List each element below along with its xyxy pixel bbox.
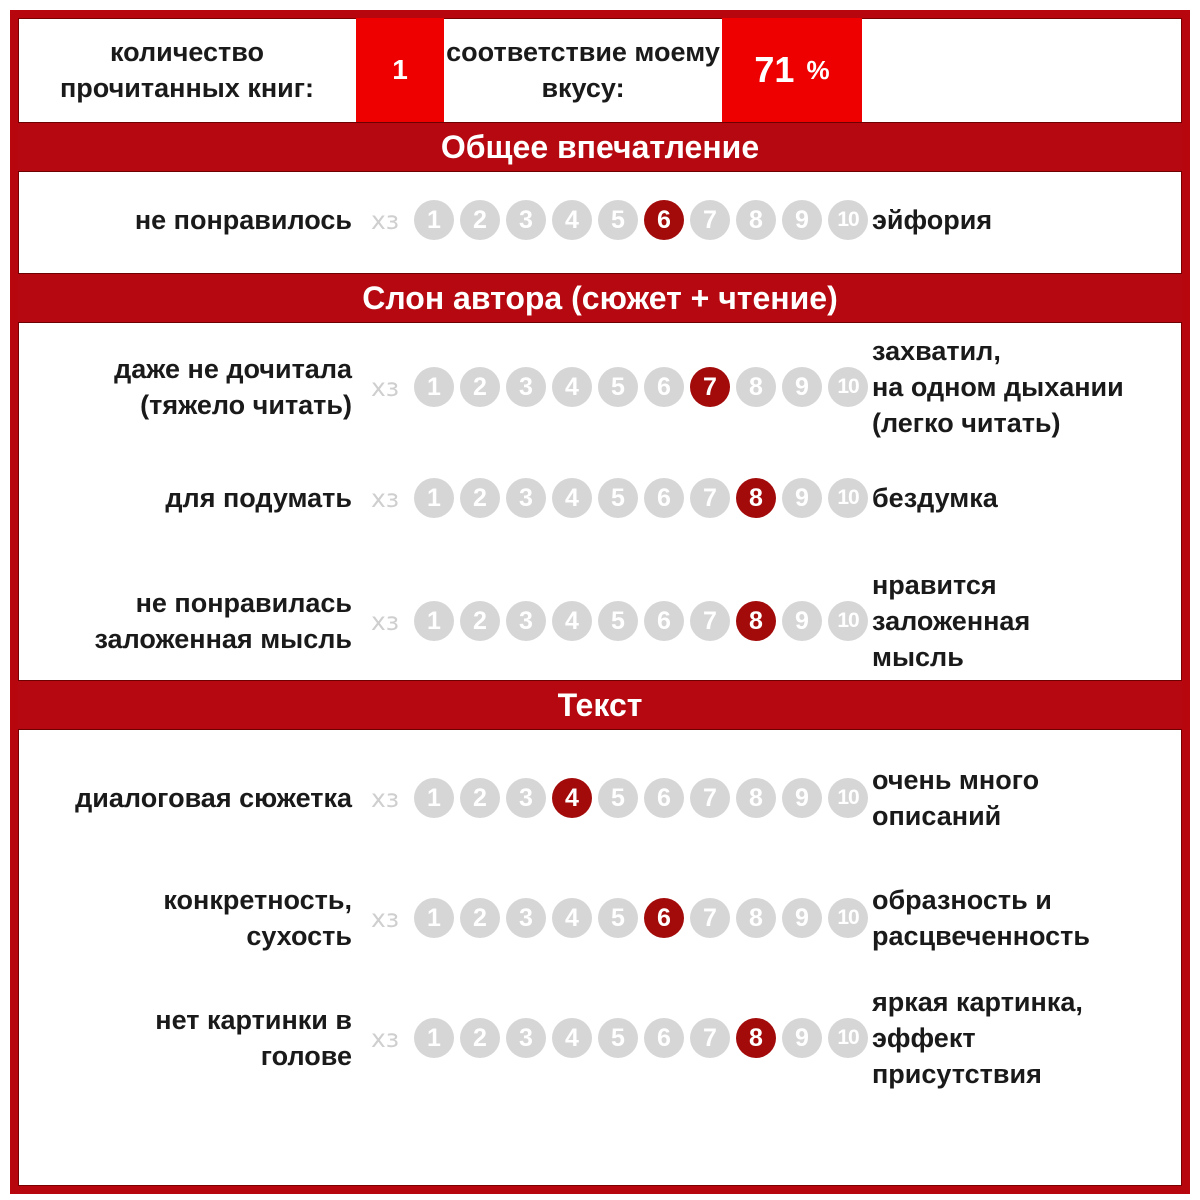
scale-left-label — [94, 566, 352, 676]
rating-scale — [362, 200, 868, 240]
label-line: мысль — [872, 642, 964, 672]
scale-dot[interactable]: 2 — [460, 200, 500, 240]
scale-dot[interactable]: 9 — [782, 1018, 822, 1058]
scale-dot-selected[interactable]: 8 — [736, 1018, 776, 1058]
scale-left-text — [165, 480, 352, 516]
scale-left-label — [114, 323, 352, 451]
scale-dot[interactable]: 2 — [460, 778, 500, 818]
scale-left-label — [165, 463, 352, 533]
scale-dot[interactable]: 1 — [414, 1018, 454, 1058]
rating-row-imagery — [18, 878, 1182, 958]
scale-dot[interactable]: 6 — [644, 367, 684, 407]
label-line: яркая картинка, — [872, 987, 1083, 1017]
label-line: нет картинки в — [155, 1005, 352, 1035]
scale-dot[interactable]: 8 — [736, 898, 776, 938]
scale-dot[interactable]: 4 — [552, 898, 592, 938]
scale-dot[interactable]: 10 — [828, 478, 868, 518]
label-line: не понравилась — [135, 588, 352, 618]
label-line: бездумка — [872, 483, 998, 513]
label-line: (тяжело читать) — [140, 390, 352, 420]
scale-dot[interactable]: 10 — [828, 898, 868, 938]
scale-right-label — [872, 566, 1030, 676]
scale-dot[interactable]: 1 — [414, 200, 454, 240]
scale-dot[interactable]: 10 — [828, 200, 868, 240]
scale-dot[interactable]: 1 — [414, 778, 454, 818]
scale-dot-selected[interactable]: 8 — [736, 601, 776, 641]
scale-dot[interactable]: 7 — [690, 898, 730, 938]
scale-dot[interactable]: 10 — [828, 778, 868, 818]
label-line: захватил, — [872, 336, 1001, 366]
scale-dot[interactable]: 5 — [598, 200, 638, 240]
scale-dot[interactable]: 2 — [460, 478, 500, 518]
label-line: эффект — [872, 1023, 976, 1053]
scale-dot[interactable]: 7 — [690, 601, 730, 641]
scale-left-text — [155, 1002, 352, 1074]
label-line: сухость — [246, 921, 352, 951]
scale-dot[interactable]: 6 — [644, 601, 684, 641]
scale-left-label — [135, 172, 352, 268]
scale-dot[interactable]: 2 — [460, 898, 500, 938]
scale-dot[interactable]: 4 — [552, 367, 592, 407]
scale-right-text — [872, 480, 998, 516]
scale-dot-selected[interactable]: 6 — [644, 200, 684, 240]
label-line: голове — [260, 1041, 352, 1071]
scale-dot[interactable]: 7 — [690, 200, 730, 240]
scale-dot[interactable]: 6 — [644, 478, 684, 518]
scale-right-label — [872, 878, 1090, 958]
scale-dot[interactable]: 9 — [782, 898, 822, 938]
rating-scale — [362, 367, 868, 407]
scale-dot[interactable]: 1 — [414, 478, 454, 518]
scale-dot[interactable]: 5 — [598, 778, 638, 818]
scale-dot[interactable]: 3 — [506, 478, 546, 518]
scale-right-text — [872, 762, 1039, 834]
scale-dot[interactable]: 7 — [690, 778, 730, 818]
rating-row-readability — [18, 323, 1182, 451]
scale-dot[interactable]: 3 — [506, 1018, 546, 1058]
label-line: заложенная мысль — [94, 624, 352, 654]
rating-card — [10, 10, 1190, 1194]
scale-dot[interactable]: 1 — [414, 898, 454, 938]
scale-dot[interactable]: 4 — [552, 200, 592, 240]
scale-dot[interactable]: 2 — [460, 601, 500, 641]
scale-right-text — [872, 202, 992, 238]
section-header-overall: Общее впечатление — [18, 122, 1182, 172]
scale-right-label — [872, 323, 1124, 451]
section-header-text: Текст — [18, 680, 1182, 730]
rating-row-overall — [18, 172, 1182, 268]
scale-left-label — [75, 758, 352, 838]
scale-right-label — [872, 978, 1083, 1098]
label-line: нравится — [872, 570, 997, 600]
scale-dot-selected[interactable]: 4 — [552, 778, 592, 818]
taste-match-value — [722, 18, 862, 122]
scale-dot[interactable]: 7 — [690, 1018, 730, 1058]
scale-dot[interactable]: 5 — [598, 1018, 638, 1058]
rating-scale — [362, 601, 868, 641]
scale-left-text — [135, 202, 352, 238]
books-count-label: количество прочитанных книг: — [60, 37, 314, 103]
scale-dot[interactable]: 6 — [644, 1018, 684, 1058]
scale-dot[interactable]: 4 — [552, 601, 592, 641]
scale-dot[interactable]: 9 — [782, 778, 822, 818]
label-line: на одном дыхании — [872, 372, 1124, 402]
label-line: описаний — [872, 801, 1002, 831]
stats-row — [18, 18, 1182, 122]
scale-right-label — [872, 172, 992, 268]
taste-match-label: соответствие моему вкусу: — [446, 37, 720, 103]
scale-unknown-option[interactable]: хз — [370, 783, 400, 813]
scale-dot[interactable]: 6 — [644, 778, 684, 818]
label-line: диалоговая сюжетка — [75, 783, 352, 813]
scale-unknown-option[interactable]: хз — [370, 606, 400, 636]
scale-unknown-option[interactable]: хз — [370, 372, 400, 402]
scale-dot[interactable]: 5 — [598, 478, 638, 518]
scale-unknown-option[interactable]: хз — [370, 483, 400, 513]
label-line: заложенная — [872, 606, 1031, 636]
scale-left-label — [155, 978, 352, 1098]
scale-dot[interactable]: 9 — [782, 367, 822, 407]
rating-row-dialogue — [18, 758, 1182, 838]
rating-scale — [362, 898, 868, 938]
scale-left-text — [75, 780, 352, 816]
scale-dot[interactable]: 4 — [552, 478, 592, 518]
scale-right-label — [872, 758, 1039, 838]
scale-dot[interactable]: 10 — [828, 601, 868, 641]
taste-match-number: 71 — [754, 49, 795, 90]
scale-dot[interactable]: 1 — [414, 367, 454, 407]
scale-dot[interactable]: 5 — [598, 601, 638, 641]
scale-right-label — [872, 463, 998, 533]
label-line: образность и — [872, 885, 1052, 915]
label-line: для подумать — [165, 483, 352, 513]
label-line: не понравилось — [134, 205, 352, 235]
scale-dot[interactable]: 8 — [736, 200, 776, 240]
rating-row-thoughtfulness — [18, 463, 1182, 533]
scale-dot[interactable]: 3 — [506, 200, 546, 240]
label-line: конкретность, — [163, 885, 352, 915]
scale-unknown-option[interactable]: хз — [370, 205, 400, 235]
rating-scale — [362, 1018, 868, 1058]
label-line: расцвеченность — [872, 921, 1090, 951]
label-line: очень много — [872, 765, 1040, 795]
scale-dot-selected[interactable]: 8 — [736, 478, 776, 518]
scale-dot[interactable]: 10 — [828, 1018, 868, 1058]
scale-dot-selected[interactable]: 6 — [644, 898, 684, 938]
scale-right-text — [872, 333, 1124, 441]
scale-dot-selected[interactable]: 7 — [690, 367, 730, 407]
scale-dot[interactable]: 9 — [782, 601, 822, 641]
scale-dot[interactable]: 5 — [598, 898, 638, 938]
rating-row-visualization — [18, 978, 1182, 1098]
books-count-value: 1 — [356, 18, 444, 122]
rating-row-idea — [18, 566, 1182, 676]
scale-dot[interactable]: 8 — [736, 778, 776, 818]
taste-match-unit: % — [806, 54, 830, 85]
label-line: (легко читать) — [872, 408, 1061, 438]
rating-scale — [362, 778, 868, 818]
scale-left-text — [94, 585, 352, 657]
scale-dot[interactable]: 4 — [552, 1018, 592, 1058]
scale-unknown-option[interactable]: хз — [370, 1023, 400, 1053]
label-line: даже не дочитала — [114, 354, 352, 384]
scale-dot[interactable]: 2 — [460, 1018, 500, 1058]
scale-dot[interactable]: 3 — [506, 367, 546, 407]
scale-dot[interactable]: 1 — [414, 601, 454, 641]
scale-dot[interactable]: 8 — [736, 367, 776, 407]
scale-right-text — [872, 882, 1090, 954]
scale-dot[interactable]: 9 — [782, 478, 822, 518]
label-line: присутствия — [872, 1059, 1042, 1089]
scale-right-text — [872, 984, 1083, 1092]
label-line: эйфория — [872, 205, 993, 235]
scale-left-text — [114, 351, 352, 423]
scale-left-text — [163, 882, 352, 954]
scale-dot[interactable]: 10 — [828, 367, 868, 407]
scale-dot[interactable]: 3 — [506, 601, 546, 641]
scale-unknown-option[interactable]: хз — [370, 903, 400, 933]
scale-right-text — [872, 567, 1030, 675]
scale-left-label — [163, 878, 352, 958]
scale-dot[interactable]: 3 — [506, 778, 546, 818]
section-header-style: Слон автора (сюжет + чтение) — [18, 273, 1182, 323]
scale-dot[interactable]: 7 — [690, 478, 730, 518]
scale-dot[interactable]: 5 — [598, 367, 638, 407]
scale-dot[interactable]: 3 — [506, 898, 546, 938]
scale-dot[interactable]: 2 — [460, 367, 500, 407]
rating-scale — [362, 478, 868, 518]
scale-dot[interactable]: 9 — [782, 200, 822, 240]
